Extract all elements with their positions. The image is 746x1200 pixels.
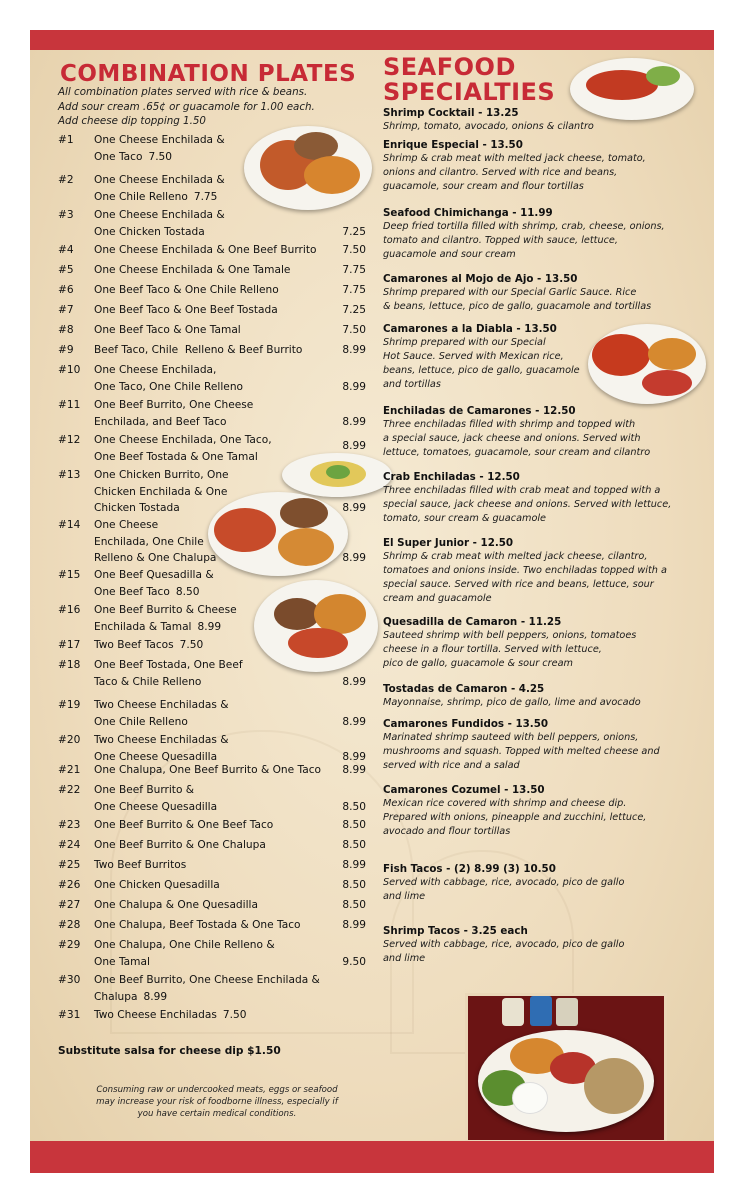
- item-description: One Taco, One Chile Relleno: [94, 380, 244, 393]
- item-price: 7.25: [342, 225, 366, 238]
- item-description: One Beef Taco 8.50: [94, 585, 200, 598]
- item-price: 8.99: [342, 859, 366, 871]
- item-price: 7.75: [193, 190, 218, 203]
- seafood-item-description: cheese in a flour tortilla. Served with lettuce,: [383, 644, 602, 655]
- seafood-item-title: El Super Junior - 12.50: [383, 537, 514, 549]
- seafood-item-title: Tostadas de Camaron - 4.25: [383, 683, 545, 695]
- combination-item: [58, 262, 366, 279]
- item-description: One Chile Relleno: [94, 715, 188, 728]
- seafood-item: [383, 862, 688, 904]
- item-description: One Taco 7.50: [94, 150, 173, 163]
- seafood-item-description: pico de gallo, guacamole & sour cream: [383, 658, 573, 669]
- beans: [280, 498, 328, 528]
- item-number: #5: [58, 264, 74, 276]
- top-red-band: [30, 30, 714, 50]
- item-price: 7.50: [342, 324, 366, 336]
- seafood-item-description: tomato and cilantro. Topped with sauce, lettuce,: [383, 235, 618, 246]
- item-description: One Beef Quesadilla &: [94, 569, 214, 581]
- pico-de-gallo: [642, 370, 692, 396]
- seafood-item: [383, 717, 688, 773]
- seafood-item-title: Camarones a la Diabla - 13.50: [383, 323, 557, 335]
- item-description: One Cheese Enchilada &: [94, 134, 225, 146]
- item-description: Enchilada, One Chile: [94, 535, 204, 548]
- seafood-item-title: Enrique Especial - 13.50: [383, 139, 523, 151]
- seafood-item: [383, 404, 688, 460]
- jar-icon: [556, 998, 578, 1026]
- item-description: Taco & Chile Relleno: [94, 675, 202, 688]
- item-price: 8.99: [342, 502, 366, 514]
- seafood-item-title: Quesadilla de Camaron - 11.25: [383, 616, 562, 628]
- seafood-item-description: and lime: [383, 891, 426, 902]
- menu-page: [30, 30, 714, 1173]
- item-number: #11: [58, 399, 81, 411]
- combination-item: [58, 242, 366, 259]
- item-number: #6: [58, 284, 74, 296]
- item-price: 8.99: [342, 750, 366, 763]
- item-price: 8.99: [342, 764, 366, 776]
- item-description: Enchilada & Tamal 8.99: [94, 620, 222, 633]
- seafood-item: [383, 536, 688, 606]
- item-description: One Beef Burrito & One Chalupa: [94, 839, 266, 851]
- combination-intro: [58, 85, 315, 129]
- item-number: #18: [58, 659, 81, 671]
- item-number: #9: [58, 344, 74, 356]
- item-number: #30: [58, 974, 81, 986]
- seafood-item-description: cream and guacamole: [383, 593, 492, 604]
- item-price: 8.99: [342, 552, 366, 564]
- rice: [304, 156, 360, 194]
- item-number: #21: [58, 764, 81, 776]
- seafood-item: [383, 138, 688, 194]
- item-price: 8.99: [143, 990, 168, 1003]
- combination-item: [58, 282, 366, 299]
- item-description: One Beef Burrito &: [94, 784, 195, 796]
- seafood-item-description: Shrimp prepared with our Special: [383, 337, 546, 348]
- item-description: One Beef Burrito & Cheese: [94, 604, 237, 616]
- item-description: One Cheese Enchilada &: [94, 209, 225, 221]
- item-number: #13: [58, 469, 81, 481]
- item-number: #17: [58, 639, 81, 651]
- diabla-shrimp: [592, 334, 650, 376]
- item-number: #26: [58, 879, 81, 891]
- combination-item: [58, 207, 366, 240]
- item-description: Chicken Enchilada & One: [94, 485, 228, 498]
- combination-item: [58, 362, 366, 395]
- seafood-item-title: Camarones Fundidos - 13.50: [383, 718, 549, 730]
- item-description: One Chalupa, One Beef Burrito & One Taco: [94, 764, 322, 776]
- seafood-item-description: Served with cabbage, rice, avocado, pico de gallo: [383, 939, 625, 950]
- shrimp-tacos: [584, 1058, 644, 1114]
- seafood-item: [383, 470, 688, 526]
- seafood-title-line: SEAFOOD: [383, 53, 516, 81]
- seafood-item-description: special sauce. Served with rice and beans, lettuce, sour: [383, 579, 654, 590]
- item-description: Enchilada, and Beef Taco: [94, 415, 227, 428]
- item-description: One Beef Tostada & One Tamal: [94, 450, 258, 463]
- combination-item: [58, 817, 366, 834]
- item-price: 8.99: [342, 919, 366, 931]
- seafood-item: [383, 206, 688, 262]
- item-price: 8.99: [342, 440, 366, 452]
- seafood-item-description: Deep fried tortilla filled with shrimp, crab, cheese, onions,: [383, 221, 665, 232]
- item-description: One Cheese Enchilada &: [94, 174, 225, 186]
- chile-relleno: [288, 628, 348, 658]
- combination-item: [58, 1007, 366, 1024]
- item-price: 8.50: [175, 585, 200, 598]
- item-number: #14: [58, 519, 81, 531]
- combination-item: [58, 897, 366, 914]
- item-description: One Cheese Enchilada, One Taco,: [94, 434, 272, 446]
- seafood-item-description: guacamole and sour cream: [383, 249, 516, 260]
- item-price: 7.75: [342, 284, 366, 296]
- seafood-item-description: Marinated shrimp sauteed with bell peppers, onions,: [383, 732, 639, 743]
- seafood-item-title: Enchiladas de Camarones - 12.50: [383, 405, 576, 417]
- item-price: 8.50: [342, 800, 366, 813]
- seafood-item: [383, 682, 688, 710]
- seafood-item-description: special sauce, jack cheese and onions. Served with lettuce,: [383, 499, 672, 510]
- item-description: Chalupa 8.99: [94, 990, 168, 1003]
- item-description: One Beef Burrito & One Beef Taco: [94, 819, 274, 831]
- seafood-item-description: Mayonnaise, shrimp, pico de gallo, lime and avocado: [383, 697, 641, 708]
- item-description: One Cheese Quesadilla: [94, 750, 218, 763]
- seafood-plate-photo-2: [588, 324, 706, 404]
- combination-item: [58, 877, 366, 894]
- item-price: 7.75: [342, 264, 366, 276]
- can-icon: [530, 996, 552, 1026]
- item-number: #1: [58, 134, 74, 146]
- seafood-item-description: and tortillas: [383, 379, 441, 390]
- item-number: #10: [58, 364, 81, 376]
- item-description: One Beef Burrito, One Cheese: [94, 399, 254, 411]
- item-description: Two Cheese Enchiladas 7.50: [94, 1009, 247, 1021]
- item-description: One Chicken Burrito, One: [94, 469, 229, 481]
- item-number: #27: [58, 899, 81, 911]
- item-number: #15: [58, 569, 81, 581]
- seafood-title-line: SPECIALTIES: [383, 78, 556, 106]
- seafood-item-description: lettuce, tomatoes, guacamole, sour cream and cilantro: [383, 447, 651, 458]
- item-number: #19: [58, 699, 81, 711]
- seafood-item: [383, 272, 688, 314]
- enchilada: [214, 508, 276, 552]
- combination-item: [58, 937, 366, 970]
- seafood-item-description: served with rice and a salad: [383, 760, 520, 771]
- item-price: 8.99: [342, 675, 366, 688]
- item-number: #28: [58, 919, 81, 931]
- item-description: One Beef Burrito, One Cheese Enchilada &: [94, 974, 320, 986]
- seafood-item-description: onions and cilantro. Served with rice and beans,: [383, 167, 618, 178]
- item-description: One Chalupa & One Quesadilla: [94, 899, 258, 911]
- item-description: Relleno & One Chalupa: [94, 552, 217, 564]
- seafood-item-title: Camarones Cozumel - 13.50: [383, 784, 545, 796]
- item-number: #16: [58, 604, 81, 616]
- item-price: 8.99: [197, 620, 222, 633]
- item-description: One Chicken Quesadilla: [94, 879, 220, 891]
- combination-item: [58, 322, 366, 339]
- seafood-plate: [478, 1030, 654, 1132]
- item-description: One Cheese Enchilada & One Tamale: [94, 264, 291, 276]
- seafood-item-description: and lime: [383, 953, 426, 964]
- seafood-item-description: avocado and flour tortillas: [383, 826, 511, 837]
- combination-item: [58, 972, 366, 1005]
- item-price: 7.50: [342, 244, 366, 256]
- seafood-item-description: Served with cabbage, rice, avocado, pico de gallo: [383, 877, 625, 888]
- item-number: #31: [58, 1009, 81, 1021]
- seafood-item-description: tomatoes and onions inside. Two enchiladas topped with a: [383, 565, 667, 576]
- health-warning: [82, 1084, 352, 1120]
- combination-item: [58, 342, 366, 359]
- seafood-item: [383, 783, 688, 839]
- seafood-item-description: & beans, lettuce, pico de gallo, guacamole and tortillas: [383, 301, 652, 312]
- item-number: #7: [58, 304, 74, 316]
- combo-plate-photo-1: [244, 126, 372, 210]
- seafood-item-description: Shrimp, tomato, avocado, onions & cilantro: [383, 121, 594, 132]
- rice: [648, 338, 696, 370]
- seafood-item-title: Crab Enchiladas - 12.50: [383, 471, 520, 483]
- bottom-red-band: [30, 1141, 714, 1173]
- intro-line: All combination plates served with rice & beans.: [58, 86, 308, 98]
- item-description: One Cheese: [94, 519, 159, 531]
- seafood-plate-photo-1: [570, 58, 694, 120]
- lettuce: [326, 465, 350, 479]
- sour-cream: [512, 1082, 548, 1114]
- combo-plate-photo-2: [282, 453, 392, 497]
- seafood-item-description: Three enchiladas filled with shrimp and topped with: [383, 419, 636, 430]
- combination-item: [58, 857, 366, 874]
- seafood-item-title: Shrimp Tacos - 3.25 each: [383, 925, 528, 937]
- intro-line: Add sour cream .65¢ or guacamole for 1.00 each.: [58, 100, 315, 113]
- seafood-item-title: Fish Tacos - (2) 8.99 (3) 10.50: [383, 863, 556, 875]
- item-price: 7.50: [179, 639, 204, 651]
- item-description: Two Beef Burritos: [94, 859, 187, 871]
- item-price: 7.25: [342, 304, 366, 316]
- item-description: One Chile Relleno 7.75: [94, 190, 218, 203]
- item-price: 8.99: [342, 344, 366, 356]
- item-number: #24: [58, 839, 81, 851]
- seafood-item-title: Shrimp Cocktail - 13.25: [383, 107, 519, 119]
- item-number: #4: [58, 244, 74, 256]
- combination-item: [58, 397, 366, 430]
- item-number: #12: [58, 434, 81, 446]
- item-description: Two Beef Tacos 7.50: [94, 639, 204, 651]
- item-description: One Chalupa, Beef Tostada & One Taco: [94, 919, 301, 931]
- item-description: One Beef Tostada, One Beef: [94, 659, 243, 671]
- item-description: Beef Taco, Chile Relleno & Beef Burrito: [94, 344, 303, 356]
- item-number: #3: [58, 209, 74, 221]
- combination-item: [58, 302, 366, 319]
- combo-plate-photo-4: [254, 580, 378, 672]
- intro-line: Add cheese dip topping 1.50: [58, 115, 206, 127]
- warning-line: may increase your risk of foodborne illness, especially if: [96, 1097, 338, 1107]
- item-number: #20: [58, 734, 81, 746]
- item-description: One Tamal: [94, 955, 150, 968]
- item-price: 8.99: [342, 380, 366, 393]
- seafood-item-title: Seafood Chimichanga - 11.99: [383, 207, 553, 219]
- item-price: 8.50: [342, 899, 366, 911]
- seafood-photo: [468, 996, 664, 1140]
- item-number: #23: [58, 819, 81, 831]
- seafood-item-description: Prepared with onions, pineapple and zucchini, lettuce,: [383, 812, 647, 823]
- item-description: One Beef Taco & One Tamal: [94, 324, 241, 336]
- seafood-title: [383, 55, 555, 105]
- item-description: One Beef Taco & One Beef Tostada: [94, 304, 278, 316]
- item-price: 8.99: [342, 715, 366, 728]
- item-description: One Cheese Enchilada & One Beef Burrito: [94, 244, 317, 256]
- item-price: 8.50: [342, 839, 366, 851]
- seafood-item-description: Shrimp & crab meat with melted jack cheese, cilantro,: [383, 551, 648, 562]
- combination-item: [58, 837, 366, 854]
- item-price: 9.50: [342, 955, 366, 968]
- item-number: #2: [58, 174, 74, 186]
- combo-plate-photo-3: [208, 492, 348, 576]
- item-price: 8.99: [342, 415, 366, 428]
- seafood-item-description: Hot Sauce. Served with Mexican rice,: [383, 351, 564, 362]
- item-description: Two Cheese Enchiladas &: [94, 699, 229, 711]
- substitute-note: Substitute salsa for cheese dip $1.50: [58, 1045, 281, 1057]
- warning-line: you have certain medical conditions.: [137, 1109, 297, 1119]
- seafood-item-description: beans, lettuce, pico de gallo, guacamole: [383, 365, 580, 376]
- seafood-item-description: Shrimp prepared with our Special Garlic Sauce. Rice: [383, 287, 637, 298]
- seafood-item-description: mushrooms and squash. Topped with melted cheese and: [383, 746, 660, 757]
- item-price: 8.50: [342, 879, 366, 891]
- combination-plates-title: COMBINATION PLATES: [60, 61, 357, 87]
- combination-item: [58, 782, 366, 815]
- seafood-item-description: guacamole, sour cream and flour tortillas: [383, 181, 584, 192]
- item-price: 7.50: [148, 150, 173, 163]
- seafood-item-description: Mexican rice covered with shrimp and cheese dip.: [383, 798, 627, 809]
- item-description: One Chalupa, One Chile Relleno &: [94, 939, 275, 951]
- rice: [278, 528, 334, 566]
- seafood-item: [383, 924, 688, 966]
- item-price: 7.50: [222, 1009, 247, 1021]
- seafood-item-title: Camarones al Mojo de Ajo - 13.50: [383, 273, 578, 285]
- warning-line: Consuming raw or undercooked meats, eggs or seafood: [96, 1085, 338, 1095]
- seafood-item-description: Shrimp & crab meat with melted jack cheese, tomato,: [383, 153, 646, 164]
- lettuce: [646, 66, 680, 86]
- item-description: Chicken Tostada: [94, 502, 180, 514]
- item-number: #25: [58, 859, 81, 871]
- item-description: One Cheese Quesadilla: [94, 800, 218, 813]
- seafood-item-description: a special sauce, jack cheese and onions. Served with: [383, 433, 641, 444]
- combination-item: [58, 762, 366, 779]
- item-description: Two Cheese Enchiladas &: [94, 734, 229, 746]
- item-description: One Beef Taco & One Chile Relleno: [94, 284, 279, 296]
- combination-item: [58, 732, 366, 765]
- combination-item: [58, 917, 366, 934]
- item-description: One Chicken Tostada: [94, 225, 205, 238]
- combination-item: [58, 697, 366, 730]
- seafood-item-description: Three enchiladas filled with crab meat and topped with a: [383, 485, 661, 496]
- item-price: 8.50: [342, 819, 366, 831]
- bottle-icon: [502, 998, 524, 1026]
- item-number: #29: [58, 939, 81, 951]
- seafood-item-description: tomato, sour cream & guacamole: [383, 513, 547, 524]
- seafood-item-description: Sauteed shrimp with bell peppers, onions, tomatoes: [383, 630, 637, 641]
- item-number: #22: [58, 784, 81, 796]
- item-number: #8: [58, 324, 74, 336]
- seafood-item: [383, 615, 688, 671]
- item-description: One Cheese Enchilada,: [94, 364, 217, 376]
